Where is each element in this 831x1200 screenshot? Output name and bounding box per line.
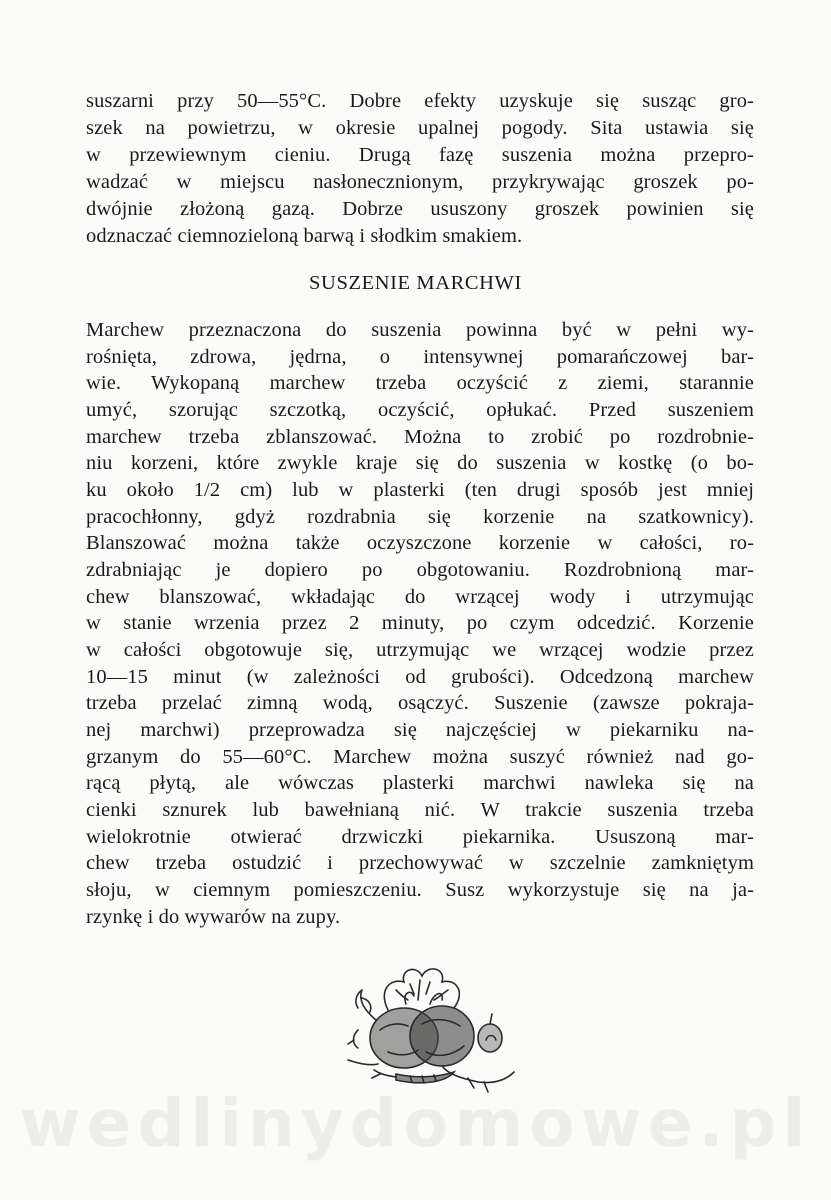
text-line: trzeba przelać zimną wodą, osączyć. Suszenie (zawsze pokraja- [86,692,754,714]
text-line: szek na powietrzu, w okresie upalnej pogody. Sita ustawia się [86,117,754,139]
text-line: chew blanszować, wkładając do wrzącej wody i utrzymując [86,586,754,608]
watermark: wedlinydomowe.pl [19,1085,812,1162]
text-line: pracochłonny, gdyż rozdrabnia się korzenie na szatkownicy). [86,506,754,528]
text-line: niu korzeni, które zwykle kraje się do suszenia w kostkę (o bo- [86,452,754,474]
text-line: Blanszować można także oczyszczone korzenie w całości, ro- [86,532,754,554]
text-line: suszarni przy 50—55°C. Dobre efekty uzyskuje się susząc gro- [86,90,754,112]
text-line: rośnięta, zdrowa, jędrna, o intensywnej pomarańczowej bar- [86,346,754,368]
text-line: w stanie wrzenia przez 2 minuty, po czym odcedzić. Korzenie [86,612,754,634]
text-line: odznaczać ciemnozieloną barwą i słodkim smakiem. [86,225,523,247]
text-line: marchew trzeba zblanszować. Można to zrobić po rozdrobnie- [86,426,754,448]
text-line: dwójnie złożoną gazą. Dobrze ususzony groszek powinien się [86,198,754,220]
text-line: zdrabniając je dopiero po obgotowaniu. Rozdrobnioną mar- [86,559,754,581]
text-line: w całości obgotowuje się, utrzymując we wrzącej wodzie przez [86,639,754,661]
text-line: chew trzeba ostudzić i przechowywać w szczelnie zamkniętym [86,852,754,874]
text-line: cienki sznurek lub bawełnianą nić. W trakcie suszenia trzeba [86,799,754,821]
text-line: wadzać w miejscu nasłonecznionym, przykrywając groszek po- [86,171,754,193]
text-line: nej marchwi) przeprowadza się najczęściej w piekarniku na- [86,719,754,741]
text-line: rzynkę i do wywarów na zupy. [86,906,341,928]
vegetable-illustration [318,960,528,1095]
text-line: umyć, szorując szczotką, oczyścić, opłukać. Przed suszeniem [86,399,754,421]
text-line: słoju, w ciemnym pomieszczeniu. Susz wykorzystuje się na ja- [86,879,754,901]
text-line: rącą płytą, ale wówczas plasterki marchwi nawleka się na [86,772,754,794]
text-line: ku około 1/2 cm) lub w plasterki (ten drugi sposób jest mniej [86,479,754,501]
text-line: wielokrotnie otwierać drzwiczki piekarnika. Ususzoną mar- [86,826,754,848]
text-line: grzanym do 55—60°C. Marchew można suszyć również nad go- [86,746,754,768]
text-line: 10—15 minut (w zależności od grubości). Odcedzoną marchew [86,666,754,688]
text-line: w przewiewnym cieniu. Drugą fazę suszenia można przepro- [86,144,754,166]
section-heading: SUSZENIE MARCHWI [309,272,522,294]
text-line: wie. Wykopaną marchew trzeba oczyścić z ziemi, starannie [86,372,754,394]
text-line: Marchew przeznaczona do suszenia powinna być w pełni wy- [86,319,754,341]
